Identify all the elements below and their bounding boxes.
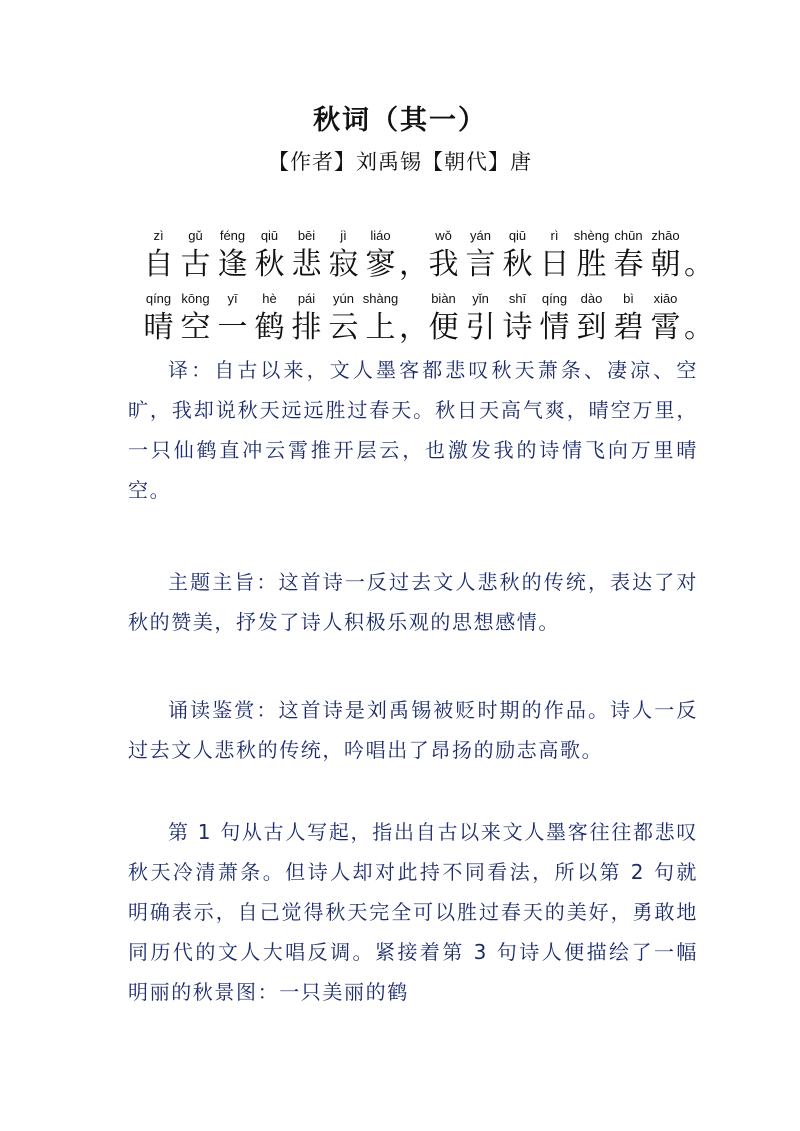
poem-character: 情 [539,310,570,345]
pinyin-label: shèng [573,228,610,243]
poem-character: 寂 [328,247,359,282]
poem-char-cell [177,290,214,348]
pinyin-label: zì [153,228,164,243]
poem-char-cell [362,290,399,348]
poem-character: 碧 [613,310,644,345]
pinyin-label: yún [333,291,354,306]
pinyin-label: qiū [508,228,527,243]
pinyin-label: jì [340,228,347,243]
poem-char-cell [610,290,647,348]
poem-char-cell [536,290,573,348]
poem-char-cell [288,290,325,348]
poem-character: 秋 [502,247,533,282]
poem-character: 春 [613,247,644,282]
poem-character: 便 [428,310,459,345]
pinyin-label: rì [550,228,559,243]
poem-character: 空 [180,310,211,345]
pinyin-label: xiāo [653,291,678,306]
poem-character: 一 [217,310,248,345]
pinyin-label: hè [262,291,277,306]
poem-character: 逢 [217,247,248,282]
pinyin-label: liáo [370,228,391,243]
pinyin-label: qíng [541,291,568,306]
poem-character: 上 [365,310,396,345]
poem-char-cell [573,290,610,348]
poem-line-2 [140,290,714,348]
poem-character: 胜 [576,247,607,282]
poem-char-cell [140,290,177,348]
poem-character: 云 [328,310,359,345]
poem-character: 鹤 [254,310,285,345]
poem-character: 到 [576,310,607,345]
pinyin-label: yī [227,291,238,306]
poem-char-cell [214,290,251,348]
theme-paragraph: 主题主旨：这首诗一反过去文人悲秋的传统，表达了对秋的赞美，抒发了诗人积极乐观的思想感情。 [128,570,698,634]
pinyin-label: kōng [181,291,210,306]
poem-char-cell [536,227,573,285]
poem-character: 霄 [650,310,681,345]
poem-punctuation: ， [399,247,429,282]
pinyin-label: bēi [297,228,316,243]
poem-punctuation: ， [399,310,429,345]
poem-char-cell [425,290,462,348]
poem-character: 朝 [650,247,681,282]
pinyin-label: shī [508,291,527,306]
poem-char-cell [214,227,251,285]
poem-character: 悲 [291,247,322,282]
poem-title: 秋词（其一） [313,105,487,136]
pinyin-label: wǒ [435,228,452,243]
poem-punctuation: 。 [684,247,714,282]
poem-char-cell [140,227,177,285]
poem-character: 寥 [365,247,396,282]
poem-char-cell [362,227,399,285]
poem-character: 诗 [502,310,533,345]
poem-char-cell [177,227,214,285]
pinyin-label: bì [623,291,634,306]
recitation-paragraph: 诵读鉴赏：这首诗是刘禹锡被贬时期的作品。诗人一反过去文人悲秋的传统，吟唱出了昂扬的励志高歌。 [128,698,698,762]
poem-char-cell [610,227,647,285]
poem-character: 我 [428,247,459,282]
pinyin-label: féng [219,228,246,243]
analysis-paragraph: 第 1 句从古人写起，指出自古以来文人墨客往往都悲叹秋天冷清萧条。但诗人却对此持不同看法，所以第 2 句就明确表示，自己觉得秋天完全可以胜过春天的美好，勇敢地同历代的文人大唱反调。紧接着第 3 句诗人便描绘了一幅明丽的秋景图：一只美丽的鹤 [128,820,698,1004]
pinyin-label: dào [580,291,603,306]
poem-char-cell [251,290,288,348]
poem-char-cell [499,227,536,285]
poem-line-1 [140,227,714,285]
pinyin-label: yǐn [472,291,489,306]
poem-character: 古 [180,247,211,282]
poem-character: 自 [143,247,174,282]
poem-char-cell [647,290,684,348]
poem-character: 日 [539,247,570,282]
poem-character: 晴 [143,310,174,345]
pinyin-label: chūn [614,228,643,243]
poem-char-cell [425,227,462,285]
pinyin-label: gǔ [188,228,203,243]
poem-char-cell [462,227,499,285]
poem-character: 引 [465,310,496,345]
poem-char-cell [499,290,536,348]
poem-character: 秋 [254,247,285,282]
poem-character: 言 [465,247,496,282]
pinyin-label: shàng [362,291,399,306]
poem-char-cell [325,290,362,348]
poem-char-cell [288,227,325,285]
pinyin-label: zhāo [651,228,680,243]
pinyin-label: qiū [260,228,279,243]
poem-char-cell [647,227,684,285]
translation-paragraph: 译：自古以来，文人墨客都悲叹秋天萧条、凄凉、空旷，我却说秋天远远胜过春天。秋日天高气爽，晴空万里，一只仙鹤直冲云霄推开层云，也激发我的诗情飞向万里晴空。 [128,358,698,502]
poem-punctuation: 。 [684,310,714,345]
poem-char-cell [325,227,362,285]
poem-char-cell [573,227,610,285]
pinyin-label: pái [297,291,316,306]
poem-character: 排 [291,310,322,345]
poem-char-cell [462,290,499,348]
pinyin-label: biàn [431,291,456,306]
pinyin-label: qíng [145,291,172,306]
poem-char-cell [251,227,288,285]
pinyin-label: yán [470,228,491,243]
author-line: 【作者】刘禹锡【朝代】唐 [268,150,532,174]
